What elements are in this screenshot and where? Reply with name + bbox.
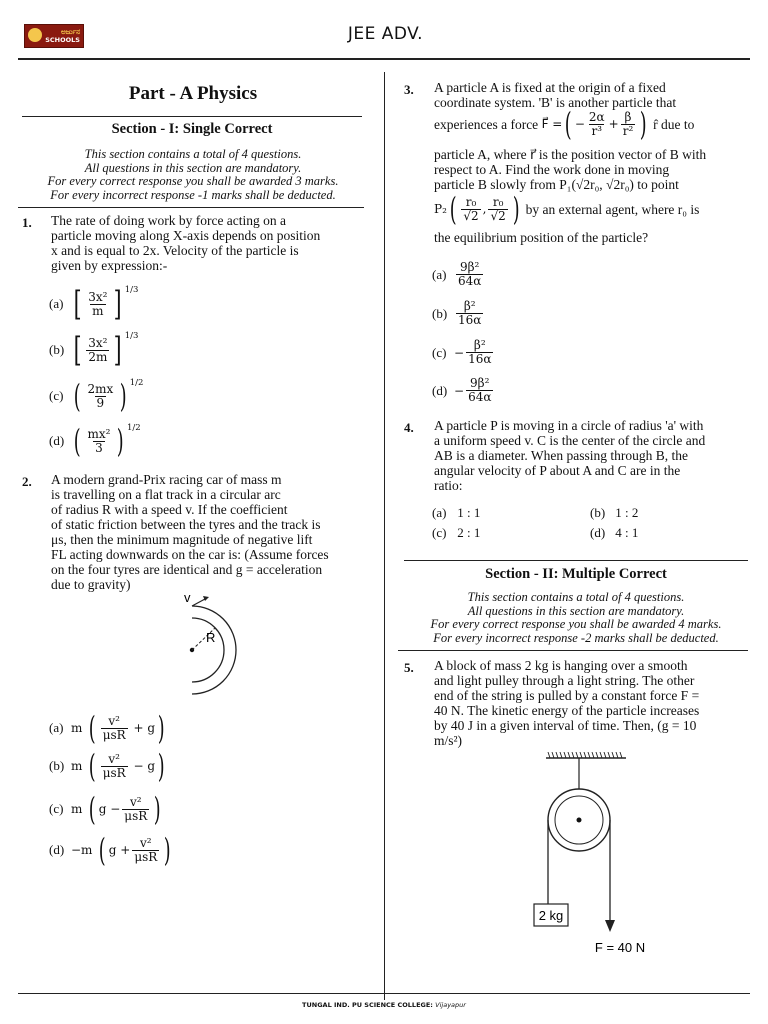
point-denominator: √2 xyxy=(490,208,506,223)
question-line: the equilibrium position of the particle? xyxy=(434,230,649,245)
q2-option-b[interactable]: (b) m ( $\frac{\text{v²}}{\text{μsR}}$ − g ) xyxy=(49,747,165,785)
question-line: due to gravity) xyxy=(51,577,131,592)
question-number: 2. xyxy=(22,474,32,489)
q3-option-a[interactable] xyxy=(432,261,485,288)
option-label: (c) xyxy=(49,388,64,403)
q2-option-c[interactable]: (c) m ( g − $\frac{\text{v²}}{\text{μsR}}$ ) xyxy=(49,790,161,828)
block-mass-label: 2 kg xyxy=(538,908,564,923)
question-line: coordinate system. 'B' is another particle that xyxy=(434,95,677,110)
point-denominator: √2 xyxy=(463,208,479,223)
option-numerator: v² xyxy=(108,713,120,728)
section1-note: All questions in this section are mandatory. xyxy=(84,160,302,175)
option-label: (a) xyxy=(49,296,64,311)
logo-emblem-icon xyxy=(28,28,42,42)
q1-option-d[interactable]: (d) ( $\frac{\text{mx²}}{3}$ ) 1/2 xyxy=(49,422,141,460)
section2-note: This section contains a total of 4 questions. xyxy=(467,590,685,604)
part-title: Part - A Physics xyxy=(128,83,258,104)
option-exponent: 1/2 xyxy=(126,423,141,433)
q1-option-b[interactable]: (b) [ $\frac{\text{3x²}}{2m}$ ] 1/3 xyxy=(49,330,139,370)
option-label: (b) xyxy=(49,342,65,357)
option-label: (d) xyxy=(49,842,65,857)
option-denominator: m xyxy=(92,303,104,318)
option-denominator: 2m xyxy=(88,349,108,364)
option-label: (b) xyxy=(590,505,606,520)
option-suffix: + g xyxy=(133,721,156,735)
option-prefix: m xyxy=(71,802,83,816)
circular-track-figure xyxy=(170,590,250,698)
school-logo xyxy=(24,24,84,48)
footer xyxy=(0,1001,768,1009)
question-line: μs, then the minimum magnitude of negative lift xyxy=(51,532,313,547)
option-suffix: − g xyxy=(133,759,156,773)
option-exponent: 1/3 xyxy=(124,285,139,295)
option-label: (d) xyxy=(432,382,448,398)
q1-option-a[interactable]: (a) [ $\frac{\text{3x²}}{m}$ ] 1/3 xyxy=(49,284,139,324)
force-numerator: β xyxy=(624,109,632,124)
option-exponent: 1/2 xyxy=(129,378,144,388)
option-numerator: v² xyxy=(129,794,142,809)
question-line: A particle P is moving in a circle of radius 'a' with xyxy=(434,418,704,433)
question-2-text xyxy=(51,472,371,592)
option-label: (d) xyxy=(49,433,65,448)
question-line: of radius R with a speed v. If the coefficient xyxy=(51,502,288,517)
option-numerator: 3x² xyxy=(88,289,108,304)
question-line: is travelling on a flat track in a circular arc xyxy=(51,487,281,502)
option-label: (d) xyxy=(590,525,606,540)
option-denominator: 16α xyxy=(468,352,492,366)
section1-bottom-rule xyxy=(18,207,364,208)
q4-option-b[interactable] xyxy=(590,505,638,521)
section2-note: For every correct response you shall be awarded 4 marks. xyxy=(430,617,722,631)
question-line: by an external agent, where r₀ is xyxy=(525,201,700,217)
question-line: The rate of doing work by force acting on a xyxy=(51,213,287,228)
question-line: and light pulley through a light string. The other xyxy=(434,673,695,688)
point-label: P₂ xyxy=(434,201,447,216)
option-prefix: m xyxy=(71,759,83,773)
option-prefix: m xyxy=(71,721,83,735)
option-numerator: v² xyxy=(140,835,152,850)
question-line: end of the string is pulled by a constant force F = xyxy=(434,688,700,703)
q3-option-c[interactable] xyxy=(432,339,495,366)
option-denominator: μsR xyxy=(102,727,126,742)
option-numerator: v² xyxy=(108,751,120,766)
force-symbol: F⃗ = xyxy=(541,116,563,131)
option-text: 4 : 1 xyxy=(615,525,639,540)
force-denominator: r² xyxy=(622,123,634,138)
q4-option-a[interactable] xyxy=(432,505,480,521)
question-line: A modern grand-Prix racing car of mass m xyxy=(51,472,282,487)
question-line: 40 N. The kinetic energy of the particle increases xyxy=(434,703,700,718)
header-rule xyxy=(18,58,750,60)
q2-option-a[interactable]: (a) m ( $\frac{\text{v²}}{\text{μsR}}$ + g ) xyxy=(49,709,165,747)
option-denominator: 64α xyxy=(458,274,482,288)
question-number: 3. xyxy=(404,82,414,97)
option-denominator: 3 xyxy=(95,440,103,455)
question-line: r̂ due to xyxy=(653,116,695,132)
option-label: (b) xyxy=(432,305,448,321)
option-numerator: 9β² xyxy=(459,260,480,274)
q2-option-d[interactable]: (d) −m ( g + $\frac{\text{v²}}{\text{μsR}}$ ) xyxy=(49,831,171,869)
footer-city: Vijayapur xyxy=(435,1001,466,1009)
radius-label: R xyxy=(206,630,216,645)
question-line: given by expression:- xyxy=(51,258,168,273)
question-line: particle B slowly from P₁(√2r₀, √2r₀) to point xyxy=(434,177,679,192)
question-line: A particle A is fixed at the origin of a fixed xyxy=(434,80,666,95)
q3-option-d[interactable] xyxy=(432,377,495,404)
option-exponent: 1/3 xyxy=(124,331,139,341)
ceiling-hatch xyxy=(548,752,622,758)
force-numerator: 2α xyxy=(588,109,605,124)
option-denominator: 16α xyxy=(458,313,482,327)
point-numerator: r₀ xyxy=(492,194,504,209)
option-sign: − xyxy=(454,345,465,360)
section1-note: For every incorrect response -1 marks shall be deducted. xyxy=(50,187,336,202)
option-text: 1 : 1 xyxy=(457,505,481,520)
inner-arc xyxy=(192,618,224,682)
option-label: (a) xyxy=(432,505,447,520)
question-line: AB is a diameter. When passing through B, the xyxy=(434,448,688,463)
question-3-force: experiences a force F⃗ = ( − $\frac{2\alpha}{\text{r³}}$ + $\frac{\beta}{\text{r²}}$ ) r̂ due to xyxy=(434,105,695,143)
option-denominator: μsR xyxy=(134,849,158,864)
column-divider xyxy=(384,72,385,1000)
question-line: ratio: xyxy=(434,478,463,493)
question-line: respect to A. Find the work done in moving xyxy=(434,162,670,177)
question-3-text xyxy=(434,80,754,110)
velocity-label: v xyxy=(184,590,191,605)
section1-note: For every correct response you shall be awarded 3 marks. xyxy=(47,174,339,188)
question-4-text xyxy=(434,418,759,493)
option-label: (a) xyxy=(49,720,64,735)
option-numerator: β² xyxy=(473,338,486,352)
option-label: (b) xyxy=(49,758,65,773)
logo-text-kannada: ಅರ್ಜುನ xyxy=(60,28,80,36)
section2-note: All questions in this section are mandatory. xyxy=(467,603,685,618)
option-denominator: 64α xyxy=(468,390,492,404)
force-arrowhead xyxy=(605,920,615,932)
section1-top-rule xyxy=(22,116,362,117)
option-label: (a) xyxy=(432,266,447,282)
option-numerator: mx² xyxy=(87,426,111,441)
question-number: 1. xyxy=(22,215,32,230)
question-line: by 40 J in a given interval of time. Then, (g = 10 xyxy=(434,718,697,733)
option-sign: − xyxy=(454,383,465,398)
force-denominator: r³ xyxy=(591,123,603,138)
section2-bottom-rule xyxy=(398,650,748,651)
question-line: experiences a force xyxy=(434,116,539,132)
question-line: FL acting downwards on the car is: (Assume forces xyxy=(51,547,329,562)
question-line: of static friction between the tyres and the track is xyxy=(51,517,321,532)
option-text: 1 : 2 xyxy=(615,505,639,520)
option-label: (c) xyxy=(49,801,64,816)
question-line: on the four tyres are identical and g = acceleration xyxy=(51,562,323,577)
question-line: A block of mass 2 kg is hanging over a smooth xyxy=(434,658,688,673)
point-numerator: r₀ xyxy=(465,194,477,209)
option-numerator: 9β² xyxy=(470,376,490,390)
option-denominator: μsR xyxy=(102,765,126,780)
pulley-axle xyxy=(577,818,582,823)
question-line: particle moving along X-axis depends on position xyxy=(51,228,321,243)
force-label: F = 40 N xyxy=(594,940,646,955)
section1-title: Section - I: Single Correct xyxy=(111,121,273,137)
section1-instructions xyxy=(18,148,368,202)
exam-title: JEE ADV. xyxy=(347,24,423,44)
section2-instructions xyxy=(396,591,756,645)
option-text: 2 : 1 xyxy=(457,525,481,540)
option-numerator: 3x² xyxy=(88,335,108,350)
q3-option-b[interactable] xyxy=(432,300,485,327)
question-line: particle A, where r⃗ is the position vector of B with xyxy=(434,147,707,162)
option-numerator: 2mx xyxy=(87,381,114,396)
question-line: a uniform speed v. C is the center of the circle and xyxy=(434,433,706,448)
option-inner-prefix: g − xyxy=(98,802,121,816)
option-numerator: β² xyxy=(463,299,476,313)
option-label: (c) xyxy=(432,525,447,540)
q4-option-c[interactable] xyxy=(432,525,480,541)
question-line: m/s²) xyxy=(434,733,463,748)
footer-rule xyxy=(18,993,750,994)
footer-college: TUNGAL IND. PU SCIENCE COLLEGE: xyxy=(302,1001,433,1009)
logo-text-schools: SCHOOLS xyxy=(45,36,80,44)
option-denominator: μsR xyxy=(124,808,148,823)
question-line: x and is equal to 2x. Velocity of the particle is xyxy=(51,243,299,258)
question-number: 4. xyxy=(404,420,414,435)
section2-note: For every incorrect response -2 marks shall be deducted. xyxy=(433,630,719,645)
section2-top-rule xyxy=(404,560,748,561)
q4-option-d[interactable] xyxy=(590,525,638,541)
option-prefix: −m xyxy=(71,843,93,857)
q1-option-c[interactable]: (c) ( $\frac{2mx}{9}$ ) 1/2 xyxy=(49,377,144,415)
question-5-text xyxy=(434,658,759,748)
option-denominator: 9 xyxy=(96,395,105,410)
option-label: (c) xyxy=(432,344,447,360)
section1-note: This section contains a total of 4 questions. xyxy=(84,147,302,161)
pulley-figure xyxy=(530,752,670,962)
section2-title: Section - II: Multiple Correct xyxy=(485,566,667,582)
option-inner-prefix: g + xyxy=(108,843,131,857)
question-number: 5. xyxy=(404,660,414,675)
question-1-text xyxy=(51,213,371,273)
question-line: angular velocity of P about A and C are in the xyxy=(434,463,681,478)
velocity-arrow xyxy=(192,599,205,606)
question-3-point: P₂ ( $\frac{\text{r₀}}{√2}$ , $\frac{\text{r₀}}{√2}$ ) by an external agent, where r₀ is xyxy=(434,190,700,228)
question-3-text-cont xyxy=(434,147,759,192)
